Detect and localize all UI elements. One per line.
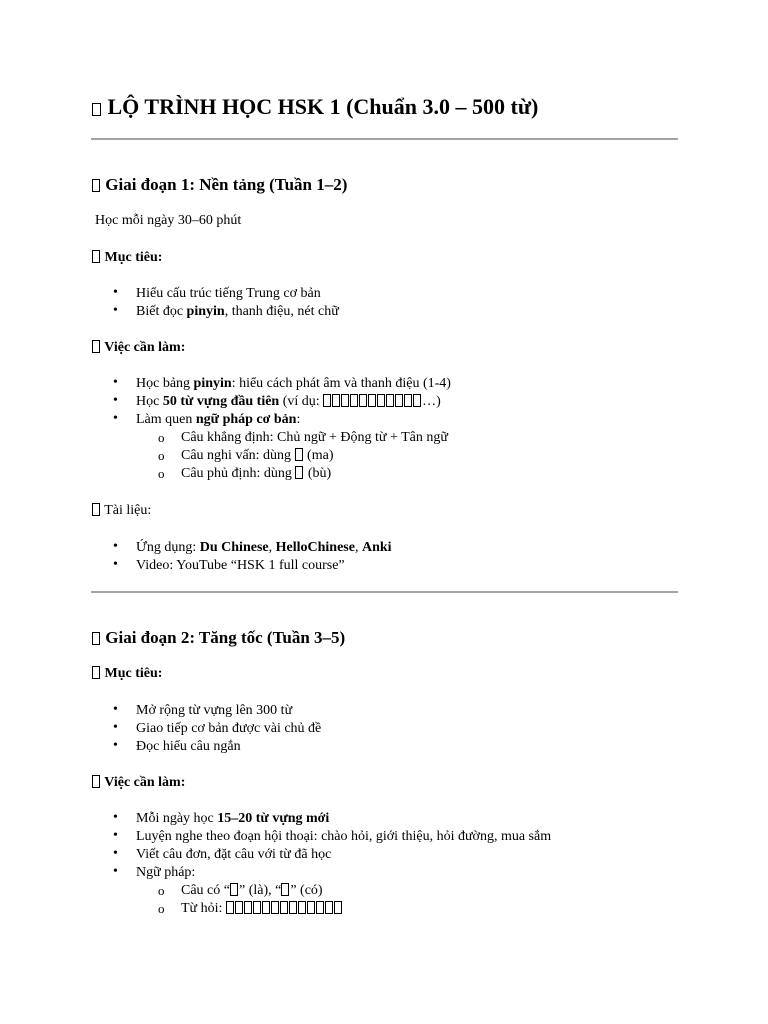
bullet: • bbox=[113, 864, 118, 879]
list-item: Video: YouTube “HSK 1 full course” bbox=[136, 558, 345, 573]
list-item: Học bảng pinyin: hiểu cách phát âm và thanh điệu (1-4) bbox=[136, 376, 451, 391]
list-item: Ngữ pháp: bbox=[136, 865, 196, 880]
list-item: Học 50 từ vựng đầu tiên (ví dụ: …) bbox=[136, 394, 441, 409]
list-item: Hiểu cấu trúc tiếng Trung cơ bản bbox=[136, 286, 321, 301]
missing-emoji-icon bbox=[92, 340, 100, 353]
sub-list-item: Câu có “ ” (là), “ ” (có) bbox=[181, 883, 323, 898]
stage1-heading: Giai đoạn 1: Nền tảng (Tuần 1–2) bbox=[92, 175, 347, 195]
sub-list-item: Câu khẳng định: Chủ ngữ + Động từ + Tân ngữ bbox=[181, 430, 448, 445]
list-item: Giao tiếp cơ bản được vài chủ đề bbox=[136, 721, 322, 736]
missing-hanzi-glyph bbox=[295, 466, 303, 479]
sub-bullet: o bbox=[158, 448, 165, 463]
sub-bullet: o bbox=[158, 430, 165, 445]
sub-bullet: o bbox=[158, 883, 165, 898]
stage2-tasks-heading: Việc cần làm: bbox=[92, 775, 185, 791]
stage2-heading: Giai đoạn 2: Tăng tốc (Tuần 3–5) bbox=[92, 628, 345, 648]
bullet: • bbox=[113, 720, 118, 735]
missing-hanzi-glyph bbox=[281, 883, 289, 896]
sub-list-item: Từ hỏi: bbox=[181, 901, 343, 917]
missing-hanzi-glyph bbox=[230, 883, 238, 896]
bullet: • bbox=[113, 539, 118, 554]
list-item: Mở rộng từ vựng lên 300 từ bbox=[136, 703, 293, 718]
page-title bbox=[92, 94, 538, 120]
missing-emoji-icon bbox=[92, 632, 100, 645]
missing-hanzi-glyphs bbox=[323, 394, 422, 409]
missing-emoji-icon bbox=[92, 775, 100, 788]
bullet: • bbox=[113, 738, 118, 753]
bullet: • bbox=[113, 828, 118, 843]
missing-emoji-icon bbox=[92, 503, 100, 516]
bullet: • bbox=[113, 557, 118, 572]
list-item: Viết câu đơn, đặt câu với từ đã học bbox=[136, 847, 332, 862]
bullet: • bbox=[113, 285, 118, 300]
list-item: Biết đọc pinyin, thanh điệu, nét chữ bbox=[136, 304, 339, 319]
missing-hanzi-glyphs bbox=[226, 901, 343, 916]
stage1-tasks-heading: Việc cần làm: bbox=[92, 340, 185, 356]
missing-emoji-icon bbox=[92, 666, 100, 679]
list-item: Đọc hiểu câu ngắn bbox=[136, 739, 241, 754]
bullet: • bbox=[113, 411, 118, 426]
bullet: • bbox=[113, 393, 118, 408]
missing-emoji-icon bbox=[92, 250, 100, 263]
stage1-goals-heading: Mục tiêu: bbox=[92, 250, 162, 266]
bullet: • bbox=[113, 702, 118, 717]
list-item: Luyện nghe theo đoạn hội thoại: chào hỏi, giới thiệu, hỏi đường, mua sắm bbox=[136, 829, 552, 844]
bullet: • bbox=[113, 303, 118, 318]
divider bbox=[91, 591, 678, 593]
sub-bullet: o bbox=[158, 901, 165, 916]
list-item: Làm quen ngữ pháp cơ bản: bbox=[136, 412, 301, 427]
stage2-goals-heading: Mục tiêu: bbox=[92, 666, 162, 682]
stage1-intro: Học mỗi ngày 30–60 phút bbox=[95, 213, 242, 228]
sub-list-item: Câu nghi vấn: dùng (ma) bbox=[181, 448, 334, 463]
bullet: • bbox=[113, 375, 118, 390]
bullet: • bbox=[113, 846, 118, 861]
title-text: LỘ TRÌNH HỌC HSK 1 (Chuẩn 3.0 – 500 từ) bbox=[107, 94, 539, 119]
missing-emoji-icon bbox=[92, 179, 100, 192]
stage1-materials-heading: Tài liệu: bbox=[92, 503, 151, 519]
bullet: • bbox=[113, 810, 118, 825]
list-item: Mỗi ngày học 15–20 từ vựng mới bbox=[136, 811, 330, 826]
sub-list-item: Câu phủ định: dùng (bù) bbox=[181, 466, 332, 481]
missing-hanzi-glyph bbox=[295, 448, 303, 461]
divider bbox=[91, 138, 678, 140]
missing-emoji-icon bbox=[92, 103, 101, 116]
list-item: Ứng dụng: Du Chinese, HelloChinese, Anki bbox=[136, 540, 392, 555]
sub-bullet: o bbox=[158, 466, 165, 481]
